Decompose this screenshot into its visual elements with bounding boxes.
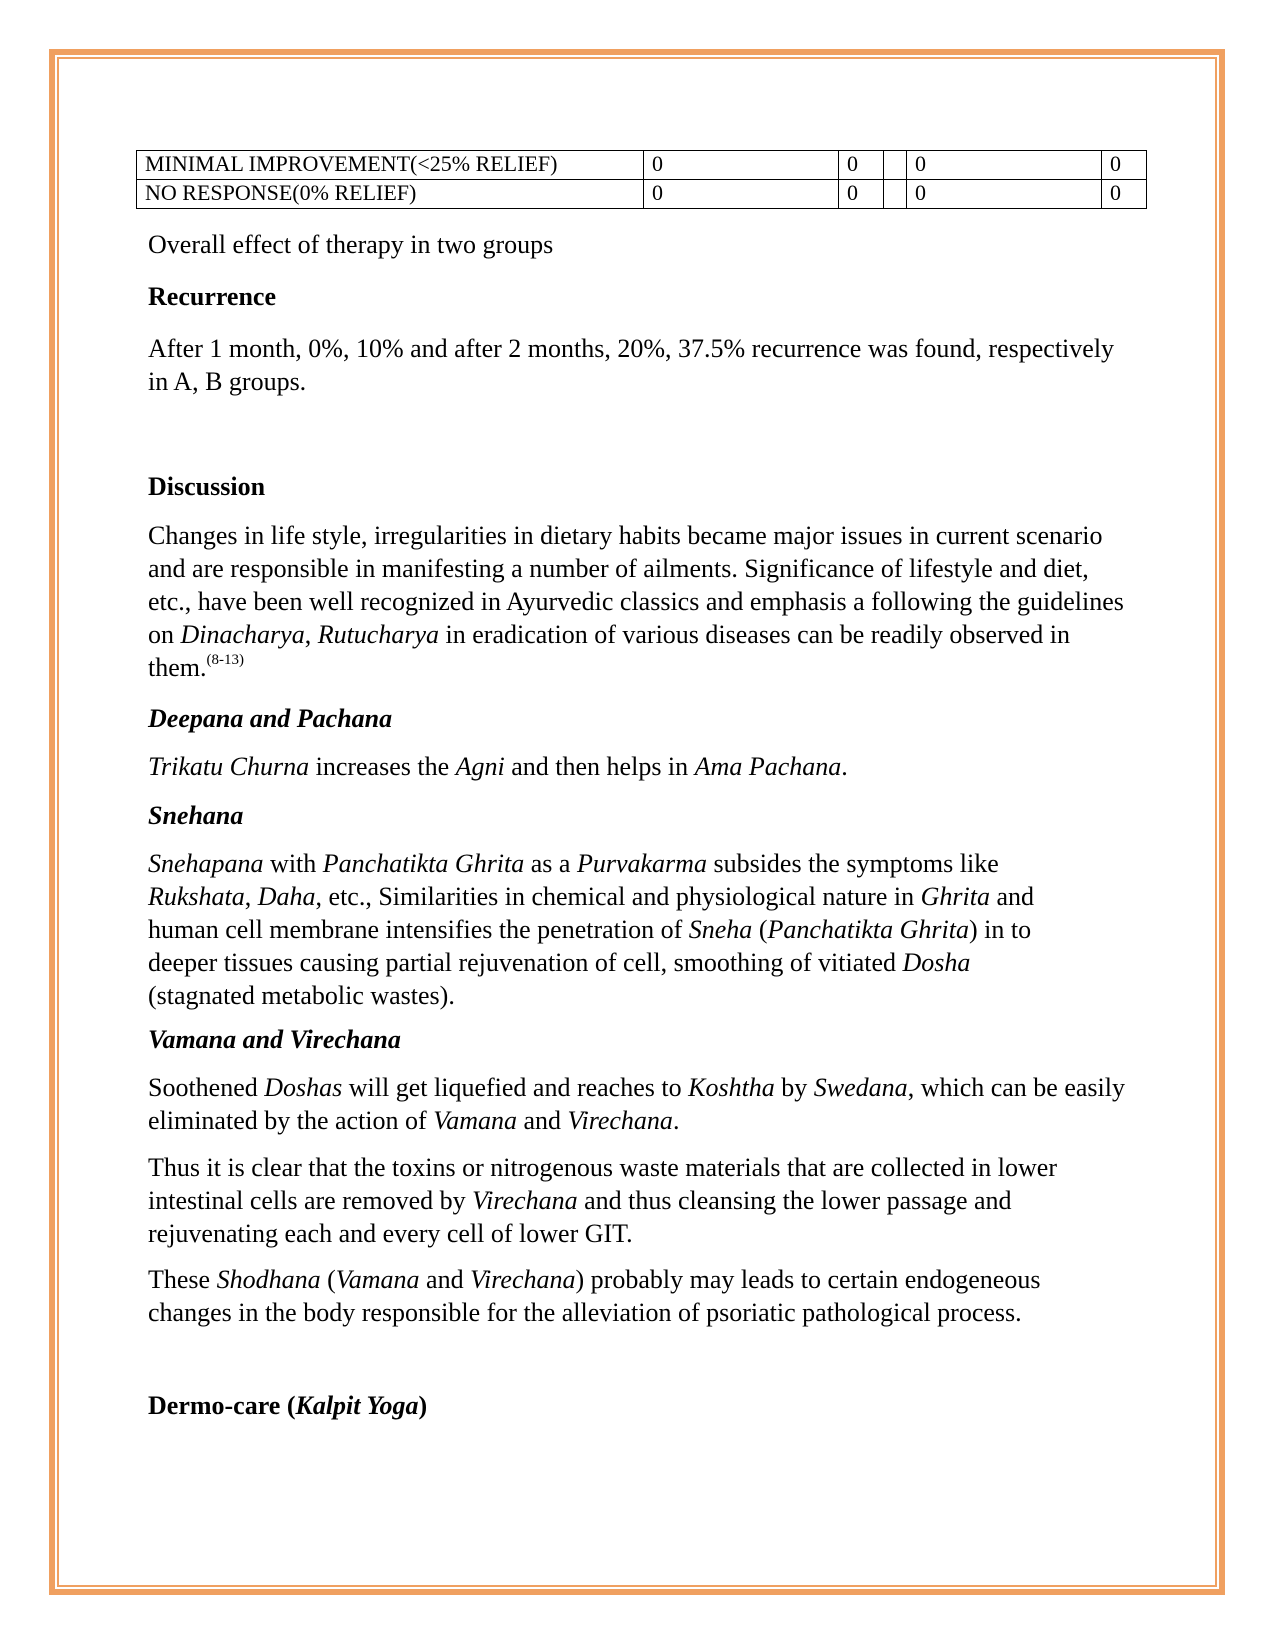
- table-cell: 0: [644, 180, 839, 209]
- italic-term: Kalpit Yoga: [295, 1391, 419, 1420]
- recurrence-text: After 1 month, 0%, 10% and after 2 months, 20%, 37.5% recurrence was found, respectively in A, B groups.: [148, 334, 1115, 396]
- italic-term: Snehapana: [148, 849, 264, 878]
- italic-term: Purvakarma: [576, 849, 707, 878]
- table-gap: [884, 180, 907, 209]
- italic-term: Koshtha: [688, 1073, 775, 1102]
- table-cell-label: NO RESPONSE(0% RELIEF): [137, 180, 644, 209]
- table-cell: 0: [907, 180, 1102, 209]
- italic-term: Virechana: [470, 1265, 576, 1294]
- results-table: [136, 150, 1147, 209]
- table-cell: 0: [907, 151, 1102, 180]
- vamana-paragraph-1: [148, 1071, 1128, 1137]
- text-run: Soothened: [148, 1073, 265, 1102]
- italic-term: Trikatu Churna: [148, 752, 310, 781]
- text-run: Changes in life style, irregularities in dietary habits became major issues in current scenario and are responsible in manifesting a number of ailments. Significance of lifestyle and diet, etc., have been well recognized in Ayurvedic classics and emphasis a following the guidelines on: [148, 521, 1124, 649]
- discussion-paragraph: [148, 519, 1128, 684]
- text-run: will get liquefied and reaches to: [342, 1073, 689, 1102]
- table-cell: 0: [839, 151, 884, 180]
- italic-term: Panchatikta Ghrita: [767, 915, 969, 944]
- italic-term: Agni: [455, 752, 505, 781]
- text-run: and then helps in: [504, 752, 695, 781]
- italic-term: Rukshata: [148, 882, 245, 911]
- text-run: ,: [304, 620, 318, 649]
- text-run: (: [320, 1265, 336, 1294]
- text-run: Dermo-care (: [148, 1391, 296, 1420]
- deepana-heading: Deepana and Pachana: [148, 704, 393, 733]
- italic-term: Dinacharya: [180, 620, 305, 649]
- text-run: as a: [524, 849, 577, 878]
- text-run: by: [774, 1073, 814, 1102]
- text-run: and thus cleansing the lower passage and rejuvenating each and every cell of lower GIT.: [148, 1186, 1012, 1248]
- text-run: ,: [244, 882, 258, 911]
- table-cell-label: MINIMAL IMPROVEMENT(<25% RELIEF): [137, 151, 644, 180]
- vamana-paragraph-2: [148, 1151, 1128, 1250]
- discussion-heading: Discussion: [148, 472, 266, 501]
- dermo-care-heading: [148, 1389, 1128, 1422]
- italic-term: Vamana: [433, 1106, 517, 1135]
- italic-term: Virechana: [472, 1186, 578, 1215]
- text-run: and: [419, 1265, 471, 1294]
- text-run: in eradication of various diseases can be readily observed in them.: [148, 620, 1071, 682]
- vamana-heading: Vamana and Virechana: [148, 1025, 401, 1054]
- text-run: ) in to deeper tissues causing partial rejuvenation of cell, smoothing of vitiated: [148, 915, 1032, 977]
- italic-term: Ghrita: [920, 882, 990, 911]
- italic-term: Daha: [257, 882, 316, 911]
- text-run: Thus it is clear that the toxins or nitrogenous waste materials that are collected in lower intestinal cells are removed by: [148, 1153, 1057, 1215]
- text-run: increases the: [309, 752, 456, 781]
- italic-term: Vamana: [335, 1265, 420, 1294]
- text-run: .: [841, 752, 848, 781]
- text-run: , etc., Similarities in chemical and physiological nature in: [315, 882, 921, 911]
- text-run: with: [263, 849, 323, 878]
- italic-term: Shodhana: [216, 1265, 321, 1294]
- italic-term: Ama Pachana: [694, 752, 842, 781]
- italic-term: Rutucharya: [317, 620, 440, 649]
- text-run: These: [148, 1265, 217, 1294]
- text-run: (: [752, 915, 768, 944]
- text-run: ): [418, 1391, 428, 1420]
- deepana-paragraph: [148, 750, 1128, 783]
- vamana-paragraph-3: [148, 1263, 1128, 1329]
- table-row: [137, 151, 1147, 180]
- text-run: (stagnated metabolic wastes).: [148, 981, 455, 1010]
- italic-term: Virechana: [567, 1106, 673, 1135]
- snehana-paragraph: [148, 847, 1068, 1012]
- italic-term: Swedana: [813, 1073, 908, 1102]
- text-run: and: [516, 1106, 568, 1135]
- italic-term: Sneha: [688, 915, 753, 944]
- table-gap: [884, 151, 907, 180]
- text-run: , which can be easily eliminated by the action of: [148, 1073, 1125, 1135]
- text-run: subsides the symptoms like: [706, 849, 999, 878]
- italic-term: Dosha: [902, 948, 971, 977]
- text-run: and human cell membrane intensifies the penetration of: [148, 882, 1034, 944]
- table-cell: 0: [839, 180, 884, 209]
- recurrence-heading: Recurrence: [148, 282, 277, 311]
- table-cell: 0: [644, 151, 839, 180]
- table-row: [137, 180, 1147, 209]
- italic-term: Panchatikta Ghrita: [322, 849, 525, 878]
- text-run: ) probably may leads to certain endogeneous changes in the body responsible for the alleviation of psoriatic pathological process.: [148, 1265, 1041, 1327]
- citation-superscript: (8-13): [206, 652, 244, 668]
- table-cell: 0: [1102, 151, 1147, 180]
- table-caption: Overall effect of therapy in two groups: [148, 230, 554, 259]
- text-run: .: [672, 1106, 680, 1135]
- italic-term: Doshas: [264, 1073, 343, 1102]
- snehana-heading: Snehana: [148, 801, 244, 830]
- table-cell: 0: [1102, 180, 1147, 209]
